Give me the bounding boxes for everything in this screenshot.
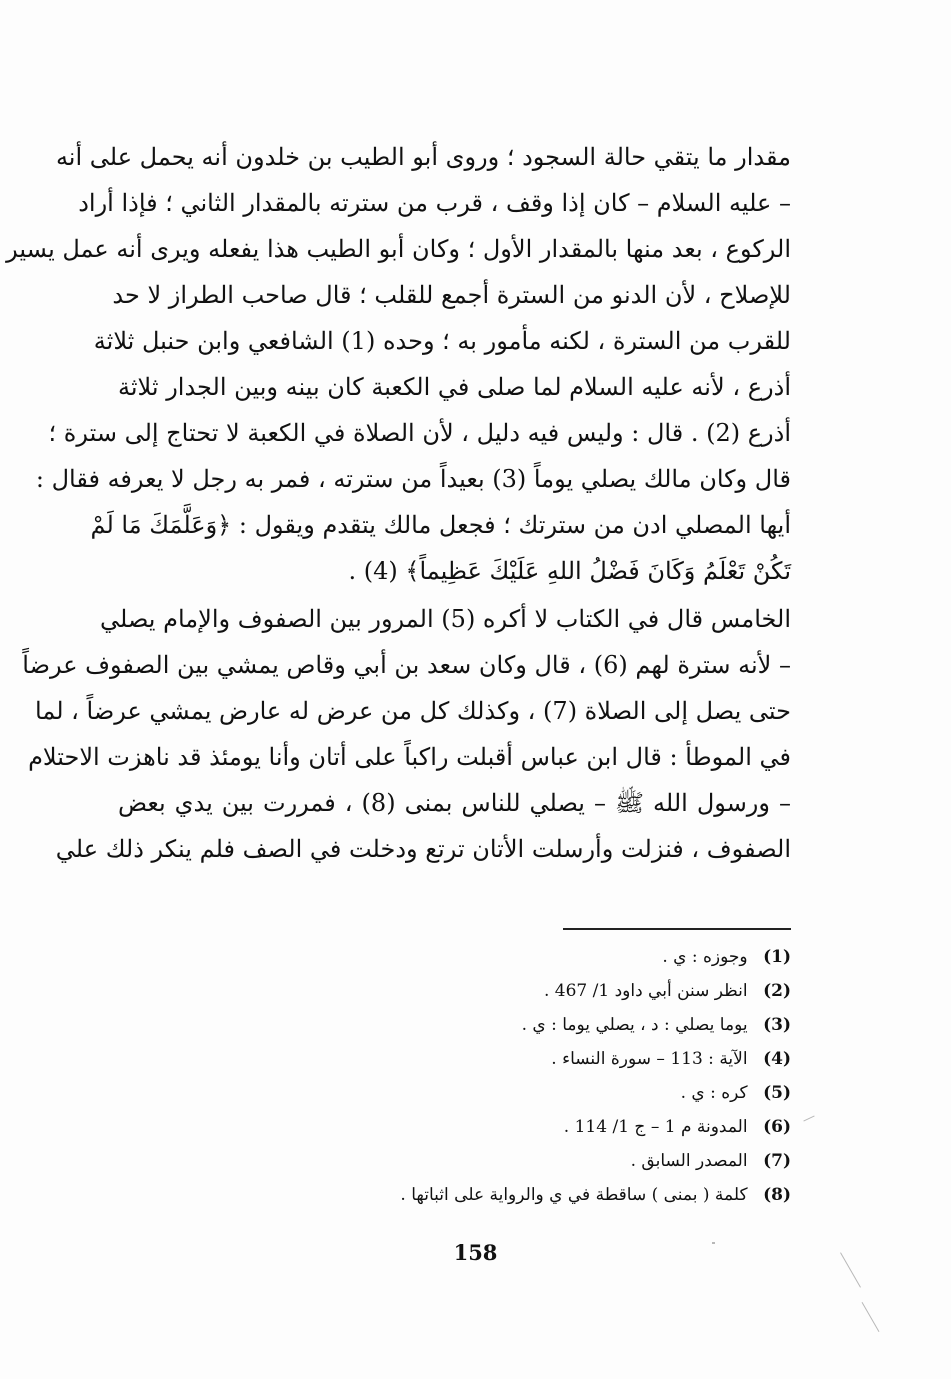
text-line: في الموطأ : قال ابن عباس أقبلت راكباً على أتان وأنا يومئذ قد ناهزت الاحتلام: [28, 743, 791, 771]
footnote-text: يوما يصلي : د ، يصلي يوما : ي .: [521, 1015, 748, 1035]
footnote-text: المدونة م 1 – ج 1/ 114 .: [563, 1117, 748, 1137]
paragraph-2: [22, 596, 792, 872]
footnote-item: [271, 940, 791, 974]
scan-speck: [712, 1242, 715, 1244]
text-line: حتى يصل إلى الصلاة (7) ، وكذلك كل من عرض له عارض يمشي عرضاً ، لما: [35, 697, 791, 725]
footnote-number: (4): [763, 1049, 791, 1069]
footnotes: [271, 940, 791, 1212]
text-line: أيها المصلي ادن من سترتك ؛ فجعل مالك يتقدم ويقول : ﴿وَعَلَّمَكَ مَا لَمْ: [90, 511, 791, 539]
text-line: للإصلاح ، لأن الدنو من السترة أجمع للقلب ؛ قال صاحب الطراز لا حد: [112, 281, 791, 309]
footnote-item: [271, 1042, 791, 1076]
text-line: الركوع ، بعد منها بالمقدار الأول ؛ وكان أبو الطيب هذا يفعله ويرى أنه عمل يسير: [6, 235, 791, 263]
footnote-text: وجوزه : ي .: [662, 947, 748, 967]
text-line: أذرع ، لأنه عليه السلام لما صلى في الكعبة كان بينه وبين الجدار ثلاثة: [118, 373, 791, 401]
text-line: أذرع (2) . قال : وليس فيه دليل ، لأن الصلاة في الكعبة لا تحتاج إلى سترة ؛: [48, 419, 791, 447]
footnote-text: الآية : 113 – سورة النساء .: [551, 1049, 748, 1069]
footnote-number: (2): [763, 981, 791, 1001]
footnote-text: المصدر السابق .: [630, 1151, 748, 1171]
scan-speck: [862, 1302, 880, 1332]
text-line: – ورسول الله ﷺ – يصلي للناس بمنى (8) ، فمررت بين يدي بعض: [118, 789, 792, 817]
footnote-number: (8): [763, 1185, 791, 1205]
footnote-item: [271, 1178, 791, 1212]
paragraph-1: [6, 134, 791, 594]
footnote-item: [271, 974, 791, 1008]
footnote-item: [271, 1110, 791, 1144]
text-line: الخامس قال في الكتاب لا أكره (5) المرور بين الصفوف والإمام يصلي: [100, 605, 791, 633]
footnote-number: (3): [763, 1015, 791, 1035]
footnote-number: (1): [763, 947, 791, 967]
footnote-text: كره : ي .: [680, 1083, 748, 1103]
text-line: الصفوف ، فنزلت وأرسلت الأتان ترتع ودخلت في الصف فلم ينكر ذلك علي: [55, 835, 791, 863]
text-line: تَكُنْ تَعْلَمُ وَكَانَ فَضْلُ اللهِ عَلَيْكَ عَظِيماً﴾ (4) .: [348, 557, 791, 585]
footnote-number: (7): [763, 1151, 791, 1171]
footnote-item: [271, 1076, 791, 1110]
text-line: مقدار ما يتقي حالة السجود ؛ وروى أبو الطيب بن خلدون أنه يحمل على أنه: [55, 143, 791, 171]
page-number: 158: [453, 1240, 498, 1265]
footnote-item: [271, 1008, 791, 1042]
scan-speck: [803, 1116, 814, 1122]
footnote-text: انظر سنن أبي داود 1/ 467 .: [543, 981, 748, 1001]
text-line: للقرب من السترة ، لكنه مأمور به ؛ وحده (1) الشافعي وابن حنبل ثلاثة: [93, 327, 791, 355]
footnote-divider: [563, 928, 791, 930]
text-line: – لأنه سترة لهم (6) ، قال وكان سعد بن أبي وقاص يمشي بين الصفوف عرضاً: [22, 651, 791, 679]
footnote-text: كلمة ( بمنى ) ساقطة في ي والرواية على اثباتها .: [400, 1185, 748, 1205]
footnote-number: (5): [763, 1083, 791, 1103]
footnote-number: (6): [763, 1117, 791, 1137]
footnote-item: [271, 1144, 791, 1178]
text-line: – عليه السلام – كان إذا وقف ، قرب من سترته بالمقدار الثاني ؛ فإذا أراد: [78, 189, 791, 217]
text-line: قال وكان مالك يصلي يوماً (3) بعيداً من سترته ، فمر به رجل لا يعرفه فقال :: [35, 465, 791, 493]
